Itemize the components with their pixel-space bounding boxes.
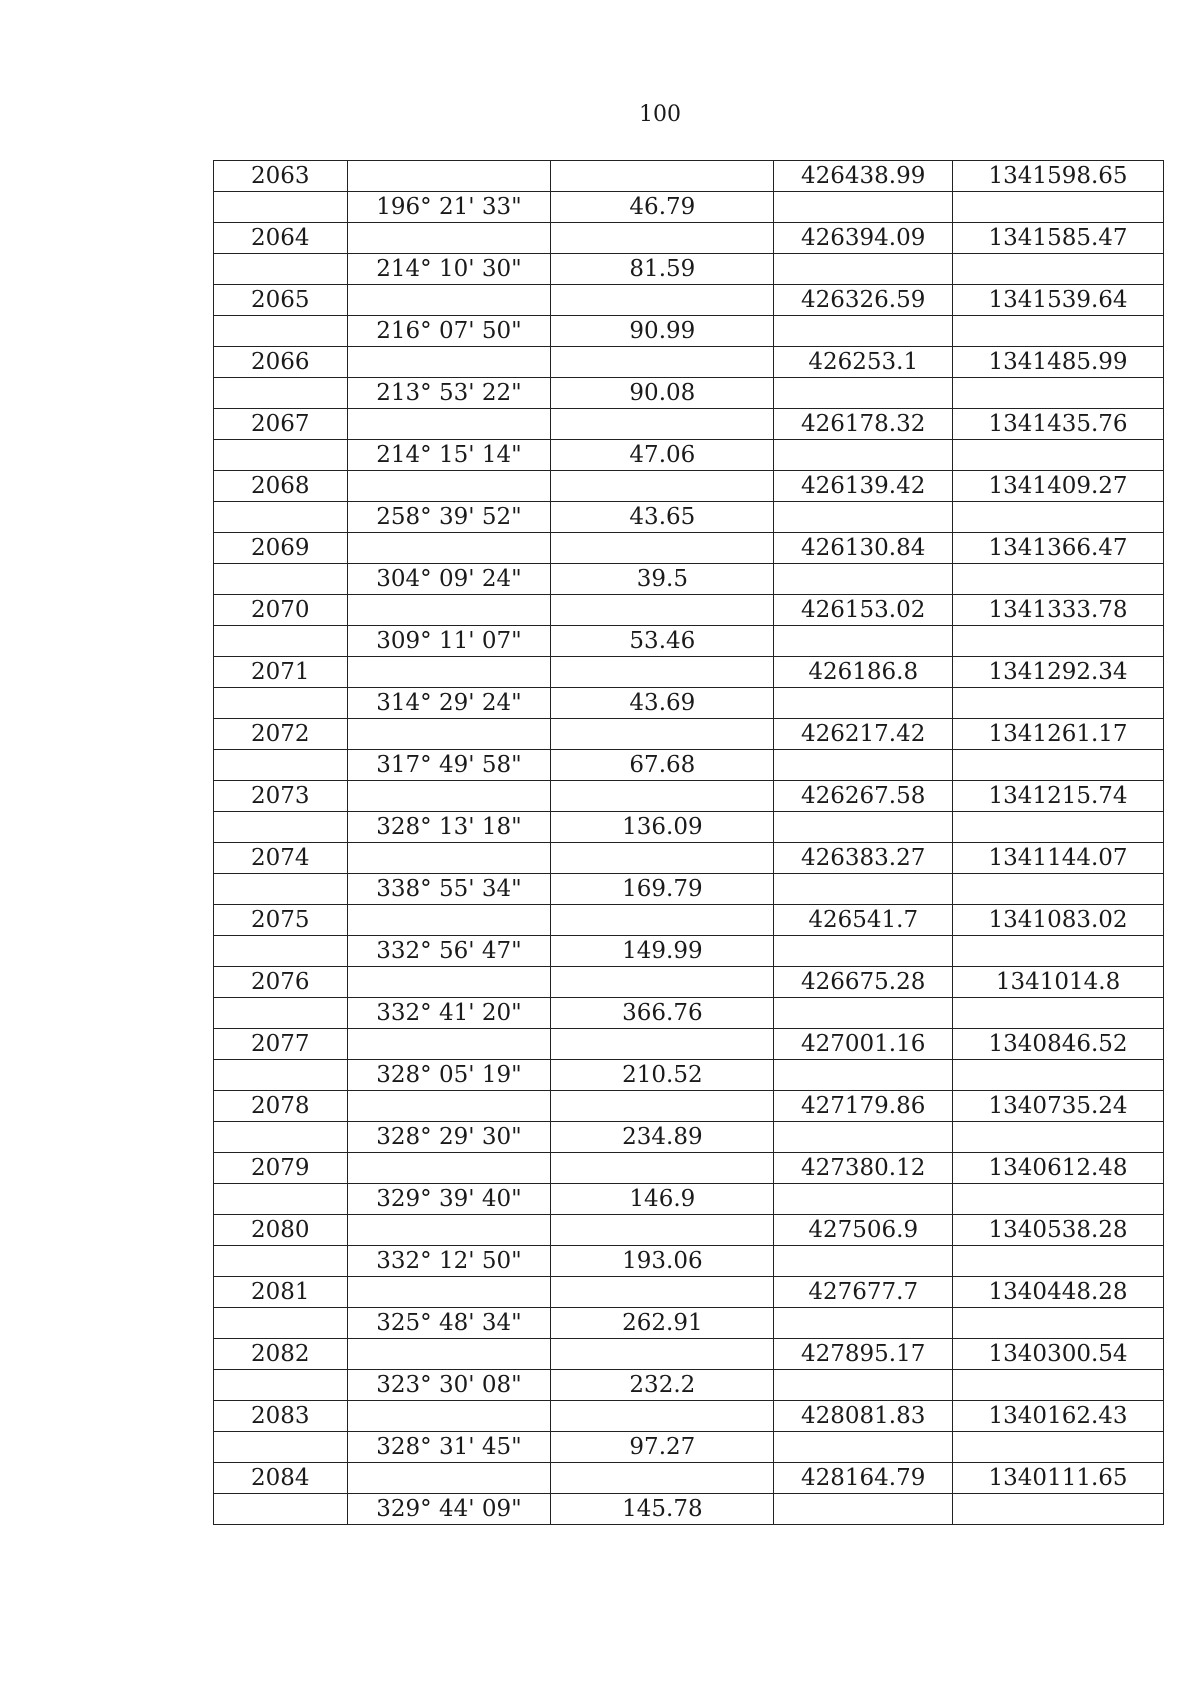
bearing-row [214, 502, 1164, 533]
empty-cell [774, 1432, 953, 1463]
northing-cell: 1340162.43 [953, 1401, 1164, 1432]
bearing-cell: 323° 30' 08" [347, 1370, 551, 1401]
easting-cell: 426178.32 [774, 409, 953, 440]
station-cell: 2077 [214, 1029, 348, 1060]
station-cell: 2074 [214, 843, 348, 874]
station-cell: 2075 [214, 905, 348, 936]
distance-cell: 97.27 [551, 1432, 774, 1463]
empty-cell [214, 192, 348, 223]
distance-cell: 149.99 [551, 936, 774, 967]
easting-cell: 426326.59 [774, 285, 953, 316]
empty-cell [953, 564, 1164, 595]
northing-cell: 1341409.27 [953, 471, 1164, 502]
distance-cell: 47.06 [551, 440, 774, 471]
empty-cell [551, 657, 774, 688]
bearing-cell: 196° 21' 33" [347, 192, 551, 223]
empty-cell [551, 719, 774, 750]
bearing-row [214, 564, 1164, 595]
survey-coordinates-table [213, 160, 1164, 1525]
distance-cell: 210.52 [551, 1060, 774, 1091]
empty-cell [774, 1122, 953, 1153]
empty-cell [347, 285, 551, 316]
northing-cell: 1340612.48 [953, 1153, 1164, 1184]
distance-cell: 234.89 [551, 1122, 774, 1153]
bearing-row [214, 192, 1164, 223]
station-row [214, 1029, 1164, 1060]
easting-cell: 426130.84 [774, 533, 953, 564]
empty-cell [347, 1339, 551, 1370]
empty-cell [347, 1153, 551, 1184]
empty-cell [214, 564, 348, 595]
easting-cell: 427677.7 [774, 1277, 953, 1308]
northing-cell: 1341435.76 [953, 409, 1164, 440]
empty-cell [551, 1153, 774, 1184]
empty-cell [953, 1494, 1164, 1525]
empty-cell [551, 1029, 774, 1060]
empty-cell [551, 1091, 774, 1122]
empty-cell [953, 1122, 1164, 1153]
distance-cell: 262.91 [551, 1308, 774, 1339]
station-cell: 2065 [214, 285, 348, 316]
station-cell: 2083 [214, 1401, 348, 1432]
empty-cell [551, 1277, 774, 1308]
station-row [214, 905, 1164, 936]
station-row [214, 843, 1164, 874]
empty-cell [774, 1060, 953, 1091]
empty-cell [551, 967, 774, 998]
empty-cell [214, 998, 348, 1029]
distance-cell: 146.9 [551, 1184, 774, 1215]
empty-cell [214, 812, 348, 843]
distance-cell: 53.46 [551, 626, 774, 657]
empty-cell [214, 874, 348, 905]
bearing-cell: 328° 29' 30" [347, 1122, 551, 1153]
station-row [214, 161, 1164, 192]
empty-cell [214, 626, 348, 657]
distance-cell: 169.79 [551, 874, 774, 905]
empty-cell [347, 223, 551, 254]
empty-cell [774, 750, 953, 781]
empty-cell [774, 1494, 953, 1525]
bearing-row [214, 378, 1164, 409]
easting-cell: 426217.42 [774, 719, 953, 750]
empty-cell [953, 440, 1164, 471]
easting-cell: 427179.86 [774, 1091, 953, 1122]
empty-cell [347, 967, 551, 998]
empty-cell [347, 1401, 551, 1432]
northing-cell: 1341144.07 [953, 843, 1164, 874]
empty-cell [214, 1494, 348, 1525]
bearing-cell: 338° 55' 34" [347, 874, 551, 905]
empty-cell [953, 936, 1164, 967]
northing-cell: 1341485.99 [953, 347, 1164, 378]
empty-cell [214, 936, 348, 967]
northing-cell: 1340300.54 [953, 1339, 1164, 1370]
empty-cell [214, 254, 348, 285]
bearing-row [214, 1246, 1164, 1277]
station-row [214, 781, 1164, 812]
easting-cell: 426253.1 [774, 347, 953, 378]
northing-cell: 1341539.64 [953, 285, 1164, 316]
empty-cell [347, 1277, 551, 1308]
empty-cell [214, 1184, 348, 1215]
empty-cell [347, 347, 551, 378]
station-row [214, 657, 1164, 688]
northing-cell: 1341083.02 [953, 905, 1164, 936]
empty-cell [347, 1029, 551, 1060]
northing-cell: 1341333.78 [953, 595, 1164, 626]
empty-cell [774, 192, 953, 223]
empty-cell [347, 595, 551, 626]
empty-cell [214, 688, 348, 719]
bearing-row [214, 626, 1164, 657]
northing-cell: 1341585.47 [953, 223, 1164, 254]
empty-cell [953, 1184, 1164, 1215]
empty-cell [953, 502, 1164, 533]
empty-cell [774, 316, 953, 347]
empty-cell [953, 1370, 1164, 1401]
empty-cell [214, 750, 348, 781]
station-row [214, 1401, 1164, 1432]
bearing-cell: 328° 13' 18" [347, 812, 551, 843]
empty-cell [953, 1432, 1164, 1463]
northing-cell: 1341261.17 [953, 719, 1164, 750]
empty-cell [551, 285, 774, 316]
empty-cell [214, 1308, 348, 1339]
distance-cell: 46.79 [551, 192, 774, 223]
northing-cell: 1341598.65 [953, 161, 1164, 192]
bearing-row [214, 874, 1164, 905]
northing-cell: 1341292.34 [953, 657, 1164, 688]
empty-cell [551, 1401, 774, 1432]
bearing-cell: 332° 12' 50" [347, 1246, 551, 1277]
empty-cell [953, 192, 1164, 223]
empty-cell [551, 347, 774, 378]
bearing-row [214, 1432, 1164, 1463]
empty-cell [347, 657, 551, 688]
empty-cell [953, 254, 1164, 285]
distance-cell: 232.2 [551, 1370, 774, 1401]
station-cell: 2070 [214, 595, 348, 626]
easting-cell: 426438.99 [774, 161, 953, 192]
empty-cell [774, 998, 953, 1029]
bearing-row [214, 1308, 1164, 1339]
station-row [214, 1215, 1164, 1246]
easting-cell: 427895.17 [774, 1339, 953, 1370]
page-number: 100 [639, 102, 681, 127]
station-cell: 2071 [214, 657, 348, 688]
bearing-cell: 309° 11' 07" [347, 626, 551, 657]
northing-cell: 1340538.28 [953, 1215, 1164, 1246]
easting-cell: 426383.27 [774, 843, 953, 874]
bearing-cell: 328° 31' 45" [347, 1432, 551, 1463]
empty-cell [214, 1432, 348, 1463]
station-row [214, 719, 1164, 750]
empty-cell [551, 533, 774, 564]
empty-cell [551, 1215, 774, 1246]
empty-cell [214, 502, 348, 533]
bearing-cell: 332° 41' 20" [347, 998, 551, 1029]
easting-cell: 428164.79 [774, 1463, 953, 1494]
bearing-cell: 325° 48' 34" [347, 1308, 551, 1339]
easting-cell: 427380.12 [774, 1153, 953, 1184]
empty-cell [347, 409, 551, 440]
station-row [214, 533, 1164, 564]
empty-cell [953, 626, 1164, 657]
station-row [214, 1153, 1164, 1184]
bearing-cell: 213° 53' 22" [347, 378, 551, 409]
empty-cell [774, 1370, 953, 1401]
easting-cell: 426153.02 [774, 595, 953, 626]
bearing-row [214, 750, 1164, 781]
station-row [214, 1277, 1164, 1308]
distance-cell: 90.08 [551, 378, 774, 409]
empty-cell [214, 440, 348, 471]
bearing-cell: 314° 29' 24" [347, 688, 551, 719]
station-cell: 2069 [214, 533, 348, 564]
empty-cell [551, 905, 774, 936]
distance-cell: 366.76 [551, 998, 774, 1029]
bearing-cell: 258° 39' 52" [347, 502, 551, 533]
easting-cell: 427001.16 [774, 1029, 953, 1060]
empty-cell [347, 1091, 551, 1122]
empty-cell [953, 874, 1164, 905]
northing-cell: 1341215.74 [953, 781, 1164, 812]
empty-cell [347, 533, 551, 564]
station-row [214, 409, 1164, 440]
empty-cell [774, 378, 953, 409]
distance-cell: 145.78 [551, 1494, 774, 1525]
bearing-cell: 328° 05' 19" [347, 1060, 551, 1091]
bearing-row [214, 1060, 1164, 1091]
bearing-cell: 329° 44' 09" [347, 1494, 551, 1525]
distance-cell: 136.09 [551, 812, 774, 843]
easting-cell: 426267.58 [774, 781, 953, 812]
station-cell: 2064 [214, 223, 348, 254]
distance-cell: 67.68 [551, 750, 774, 781]
bearing-row [214, 936, 1164, 967]
empty-cell [551, 471, 774, 502]
easting-cell: 426139.42 [774, 471, 953, 502]
empty-cell [347, 905, 551, 936]
empty-cell [774, 1308, 953, 1339]
easting-cell: 426541.7 [774, 905, 953, 936]
station-cell: 2081 [214, 1277, 348, 1308]
bearing-cell: 329° 39' 40" [347, 1184, 551, 1215]
empty-cell [347, 1463, 551, 1494]
empty-cell [214, 1370, 348, 1401]
empty-cell [953, 1308, 1164, 1339]
station-row [214, 285, 1164, 316]
bearing-row [214, 1494, 1164, 1525]
station-cell: 2080 [214, 1215, 348, 1246]
northing-cell: 1340735.24 [953, 1091, 1164, 1122]
bearing-cell: 216° 07' 50" [347, 316, 551, 347]
station-cell: 2084 [214, 1463, 348, 1494]
table-body [214, 161, 1164, 1525]
empty-cell [774, 812, 953, 843]
bearing-row [214, 688, 1164, 719]
easting-cell: 428081.83 [774, 1401, 953, 1432]
northing-cell: 1341366.47 [953, 533, 1164, 564]
station-row [214, 223, 1164, 254]
bearing-cell: 304° 09' 24" [347, 564, 551, 595]
empty-cell [214, 316, 348, 347]
bearing-cell: 332° 56' 47" [347, 936, 551, 967]
station-row [214, 1091, 1164, 1122]
empty-cell [774, 688, 953, 719]
empty-cell [774, 874, 953, 905]
empty-cell [953, 812, 1164, 843]
station-row [214, 471, 1164, 502]
empty-cell [774, 1184, 953, 1215]
northing-cell: 1341014.8 [953, 967, 1164, 998]
empty-cell [214, 1122, 348, 1153]
station-row [214, 1463, 1164, 1494]
bearing-cell: 317° 49' 58" [347, 750, 551, 781]
station-cell: 2063 [214, 161, 348, 192]
empty-cell [774, 626, 953, 657]
empty-cell [953, 750, 1164, 781]
station-row [214, 1339, 1164, 1370]
station-row [214, 967, 1164, 998]
distance-cell: 193.06 [551, 1246, 774, 1277]
station-cell: 2068 [214, 471, 348, 502]
empty-cell [551, 843, 774, 874]
station-cell: 2076 [214, 967, 348, 998]
bearing-cell: 214° 15' 14" [347, 440, 551, 471]
station-cell: 2079 [214, 1153, 348, 1184]
bearing-row [214, 254, 1164, 285]
empty-cell [551, 595, 774, 626]
northing-cell: 1340448.28 [953, 1277, 1164, 1308]
empty-cell [347, 781, 551, 812]
bearing-row [214, 316, 1164, 347]
northing-cell: 1340111.65 [953, 1463, 1164, 1494]
station-row [214, 595, 1164, 626]
northing-cell: 1340846.52 [953, 1029, 1164, 1060]
bearing-cell: 214° 10' 30" [347, 254, 551, 285]
empty-cell [214, 1246, 348, 1277]
empty-cell [214, 1060, 348, 1091]
empty-cell [551, 223, 774, 254]
empty-cell [953, 1060, 1164, 1091]
empty-cell [774, 502, 953, 533]
distance-cell: 43.65 [551, 502, 774, 533]
bearing-row [214, 998, 1164, 1029]
distance-cell: 39.5 [551, 564, 774, 595]
bearing-row [214, 1184, 1164, 1215]
empty-cell [347, 161, 551, 192]
empty-cell [953, 378, 1164, 409]
empty-cell [774, 254, 953, 285]
empty-cell [774, 564, 953, 595]
station-cell: 2073 [214, 781, 348, 812]
empty-cell [551, 409, 774, 440]
easting-cell: 426186.8 [774, 657, 953, 688]
station-cell: 2082 [214, 1339, 348, 1370]
bearing-row [214, 1122, 1164, 1153]
easting-cell: 426394.09 [774, 223, 953, 254]
empty-cell [551, 781, 774, 812]
empty-cell [953, 1246, 1164, 1277]
empty-cell [347, 843, 551, 874]
station-row [214, 347, 1164, 378]
empty-cell [551, 1339, 774, 1370]
empty-cell [214, 378, 348, 409]
empty-cell [551, 161, 774, 192]
empty-cell [774, 936, 953, 967]
station-cell: 2067 [214, 409, 348, 440]
empty-cell [347, 471, 551, 502]
empty-cell [774, 440, 953, 471]
station-cell: 2078 [214, 1091, 348, 1122]
bearing-row [214, 440, 1164, 471]
bearing-row [214, 812, 1164, 843]
empty-cell [774, 1246, 953, 1277]
empty-cell [347, 1215, 551, 1246]
empty-cell [953, 998, 1164, 1029]
empty-cell [953, 316, 1164, 347]
empty-cell [953, 688, 1164, 719]
distance-cell: 81.59 [551, 254, 774, 285]
empty-cell [347, 719, 551, 750]
bearing-row [214, 1370, 1164, 1401]
easting-cell: 426675.28 [774, 967, 953, 998]
distance-cell: 43.69 [551, 688, 774, 719]
station-cell: 2066 [214, 347, 348, 378]
station-cell: 2072 [214, 719, 348, 750]
distance-cell: 90.99 [551, 316, 774, 347]
easting-cell: 427506.9 [774, 1215, 953, 1246]
empty-cell [551, 1463, 774, 1494]
